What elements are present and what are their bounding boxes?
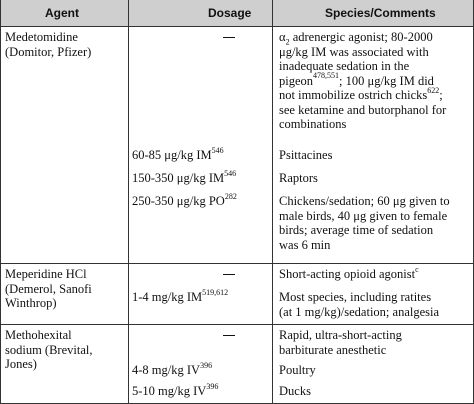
comment-cell: Raptors xyxy=(279,171,318,185)
header-rule xyxy=(0,26,474,27)
agent-brand: (Demerol, Sanofi xyxy=(5,281,92,296)
header-comments: Species/Comments xyxy=(325,6,436,20)
row-divider-2 xyxy=(0,324,474,325)
column-divider-1 xyxy=(128,0,129,404)
comment-cell: Poultry xyxy=(279,363,316,377)
agent-brand: Jones) xyxy=(5,357,37,371)
comment-cell: Most species, including ratites (at 1 mg/kg)/sedation; analgesia xyxy=(279,290,440,319)
header-agent: Agent xyxy=(45,6,79,20)
agent-name: sodium (Brevital, xyxy=(5,342,93,357)
table-header xyxy=(0,0,474,26)
dosage-cell: 60-85 μg/kg IM$^{546}$ xyxy=(132,145,224,162)
row-divider-1 xyxy=(0,263,474,264)
agent-name: Meperidine HCl xyxy=(5,267,87,281)
comment-cell: Rapid, ultra-short-acting barbiturate anesthetic xyxy=(279,328,402,357)
reference-superscript: 546 xyxy=(224,168,237,178)
reference-superscript: 282 xyxy=(224,191,237,201)
reference-superscript: 396 xyxy=(200,360,213,370)
reference-superscript: 622 xyxy=(427,85,440,95)
empty-dosage-dash xyxy=(223,37,235,38)
dosage-cell: 150-350 μg/kg IM$^{546}$ xyxy=(132,168,237,185)
column-divider-2 xyxy=(272,0,273,404)
dosage-cell: 5-10 mg/kg IV$^{396}$ xyxy=(132,381,219,398)
agent-name: Medetomidine xyxy=(5,30,78,44)
reference-superscript: 546 xyxy=(211,145,224,155)
footnote-marker: c xyxy=(415,264,419,274)
reference-superscript: 478,551 xyxy=(313,71,340,81)
dosage-cell: 1-4 mg/kg IM$^{519,612}$ xyxy=(132,287,229,304)
table-border-left xyxy=(0,0,1,404)
comment-cell: Psittacines xyxy=(279,148,333,162)
agent-methohexital xyxy=(5,328,93,372)
header-dosage: Dosage xyxy=(208,6,252,20)
comment-cell: Short-acting opioid agonist$^c$ xyxy=(279,264,419,281)
alpha-symbol: α xyxy=(279,30,286,44)
medetomidine-comments: $\alpha_2$ adrenergic agonist; 80-2000 μg/kg IM was associated with inadequate sedation in the pigeon$^{478,551}$; 100 μg/kg IM did not immobilize ostrich chicks$^{622}$; see ketamine and butorphanol for combinations xyxy=(279,30,447,131)
comment-cell: Ducks xyxy=(279,384,311,398)
empty-dosage-dash xyxy=(223,335,235,336)
agent-medetomidine xyxy=(5,30,91,59)
dosage-cell: 4-8 mg/kg IV$^{396}$ xyxy=(132,360,213,377)
empty-dosage-dash xyxy=(223,274,235,275)
agent-meperidine xyxy=(5,267,92,311)
agent-brand: Winthrop) xyxy=(5,296,57,310)
reference-superscript: 396 xyxy=(206,381,219,391)
reference-superscript: 519,612 xyxy=(202,287,229,297)
agent-brand: (Domitor, Pfizer) xyxy=(5,44,92,59)
comment-cell: Chickens/sedation; 60 μg given to male birds, 40 μg given to female birds; average time of sedation was 6 min xyxy=(279,194,450,252)
dosage-cell: 250-350 μg/kg PO$^{282}$ xyxy=(132,191,237,208)
agent-name: Methohexital xyxy=(5,328,72,342)
